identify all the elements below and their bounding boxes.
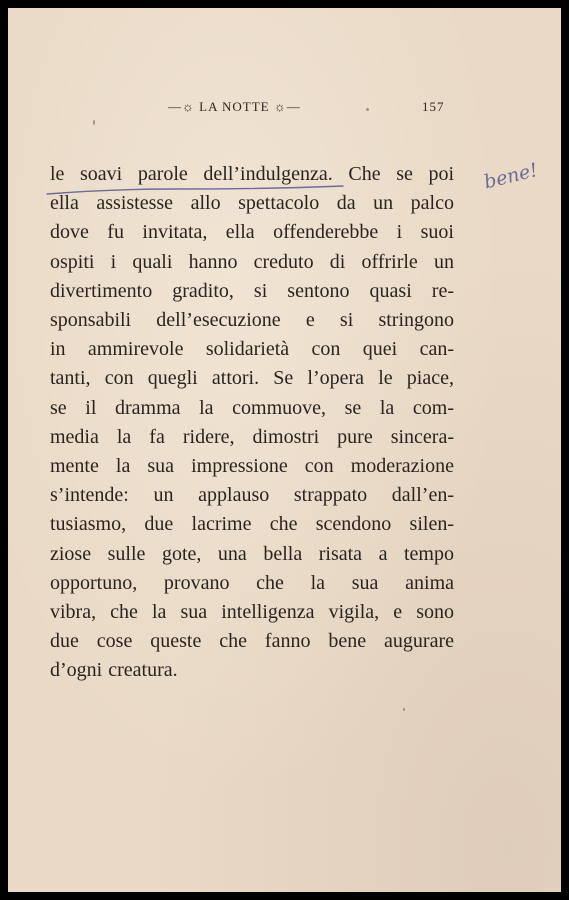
paper-speck: [93, 120, 95, 125]
text-line: vibra, che la sua intelligenza vigila, e sono: [50, 601, 454, 624]
text-line: opportuno, provano che la sua anima: [50, 571, 454, 594]
running-head: [8, 99, 561, 119]
text-line: s’intende: un applauso strappato dall’en-: [50, 484, 454, 507]
body-text: [50, 160, 454, 686]
text-line: le soavi parole dell’indulgenza. Che se poi: [50, 163, 454, 185]
text-line: ella assistesse allo spettacolo da un palco: [50, 192, 454, 215]
text-line: ospiti i quali hanno creduto di offrirle un: [50, 250, 454, 273]
text-line: se il dramma la commuove, se la com-: [50, 396, 454, 419]
text-line: d’ogni creatura.: [50, 659, 178, 682]
text-line: ziose sulle gote, una bella risata a tempo: [50, 542, 454, 565]
text-line: divertimento gradito, si sentono quasi re-: [50, 279, 454, 302]
paper-speck: [366, 108, 369, 111]
text-line: tanti, con quegli attori. Se l’opera le piace,: [50, 367, 454, 390]
page-number: 157: [422, 99, 445, 114]
text-line: in ammirevole solidarietà con quei can-: [50, 338, 454, 361]
text-line: due cose queste che fanno bene augurare: [50, 630, 454, 653]
text-line: sponsabili dell’esecuzione e si stringono: [50, 309, 454, 332]
running-title: —☼ LA NOTTE ☼—: [168, 99, 301, 114]
text-line: mente la sua impressione con moderazione: [50, 455, 454, 478]
margin-handwritten-note: [478, 153, 548, 193]
book-page: [8, 8, 561, 892]
text-line: media la fa ridere, dimostri pure sincera-: [50, 425, 454, 448]
text-line: tusiasmo, due lacrime che scendono silen-: [50, 513, 454, 536]
margin-note-text: bene!: [481, 158, 541, 194]
text-line: dove fu invitata, ella offenderebbe i suoi: [50, 221, 454, 244]
paper-speck: [403, 708, 405, 711]
